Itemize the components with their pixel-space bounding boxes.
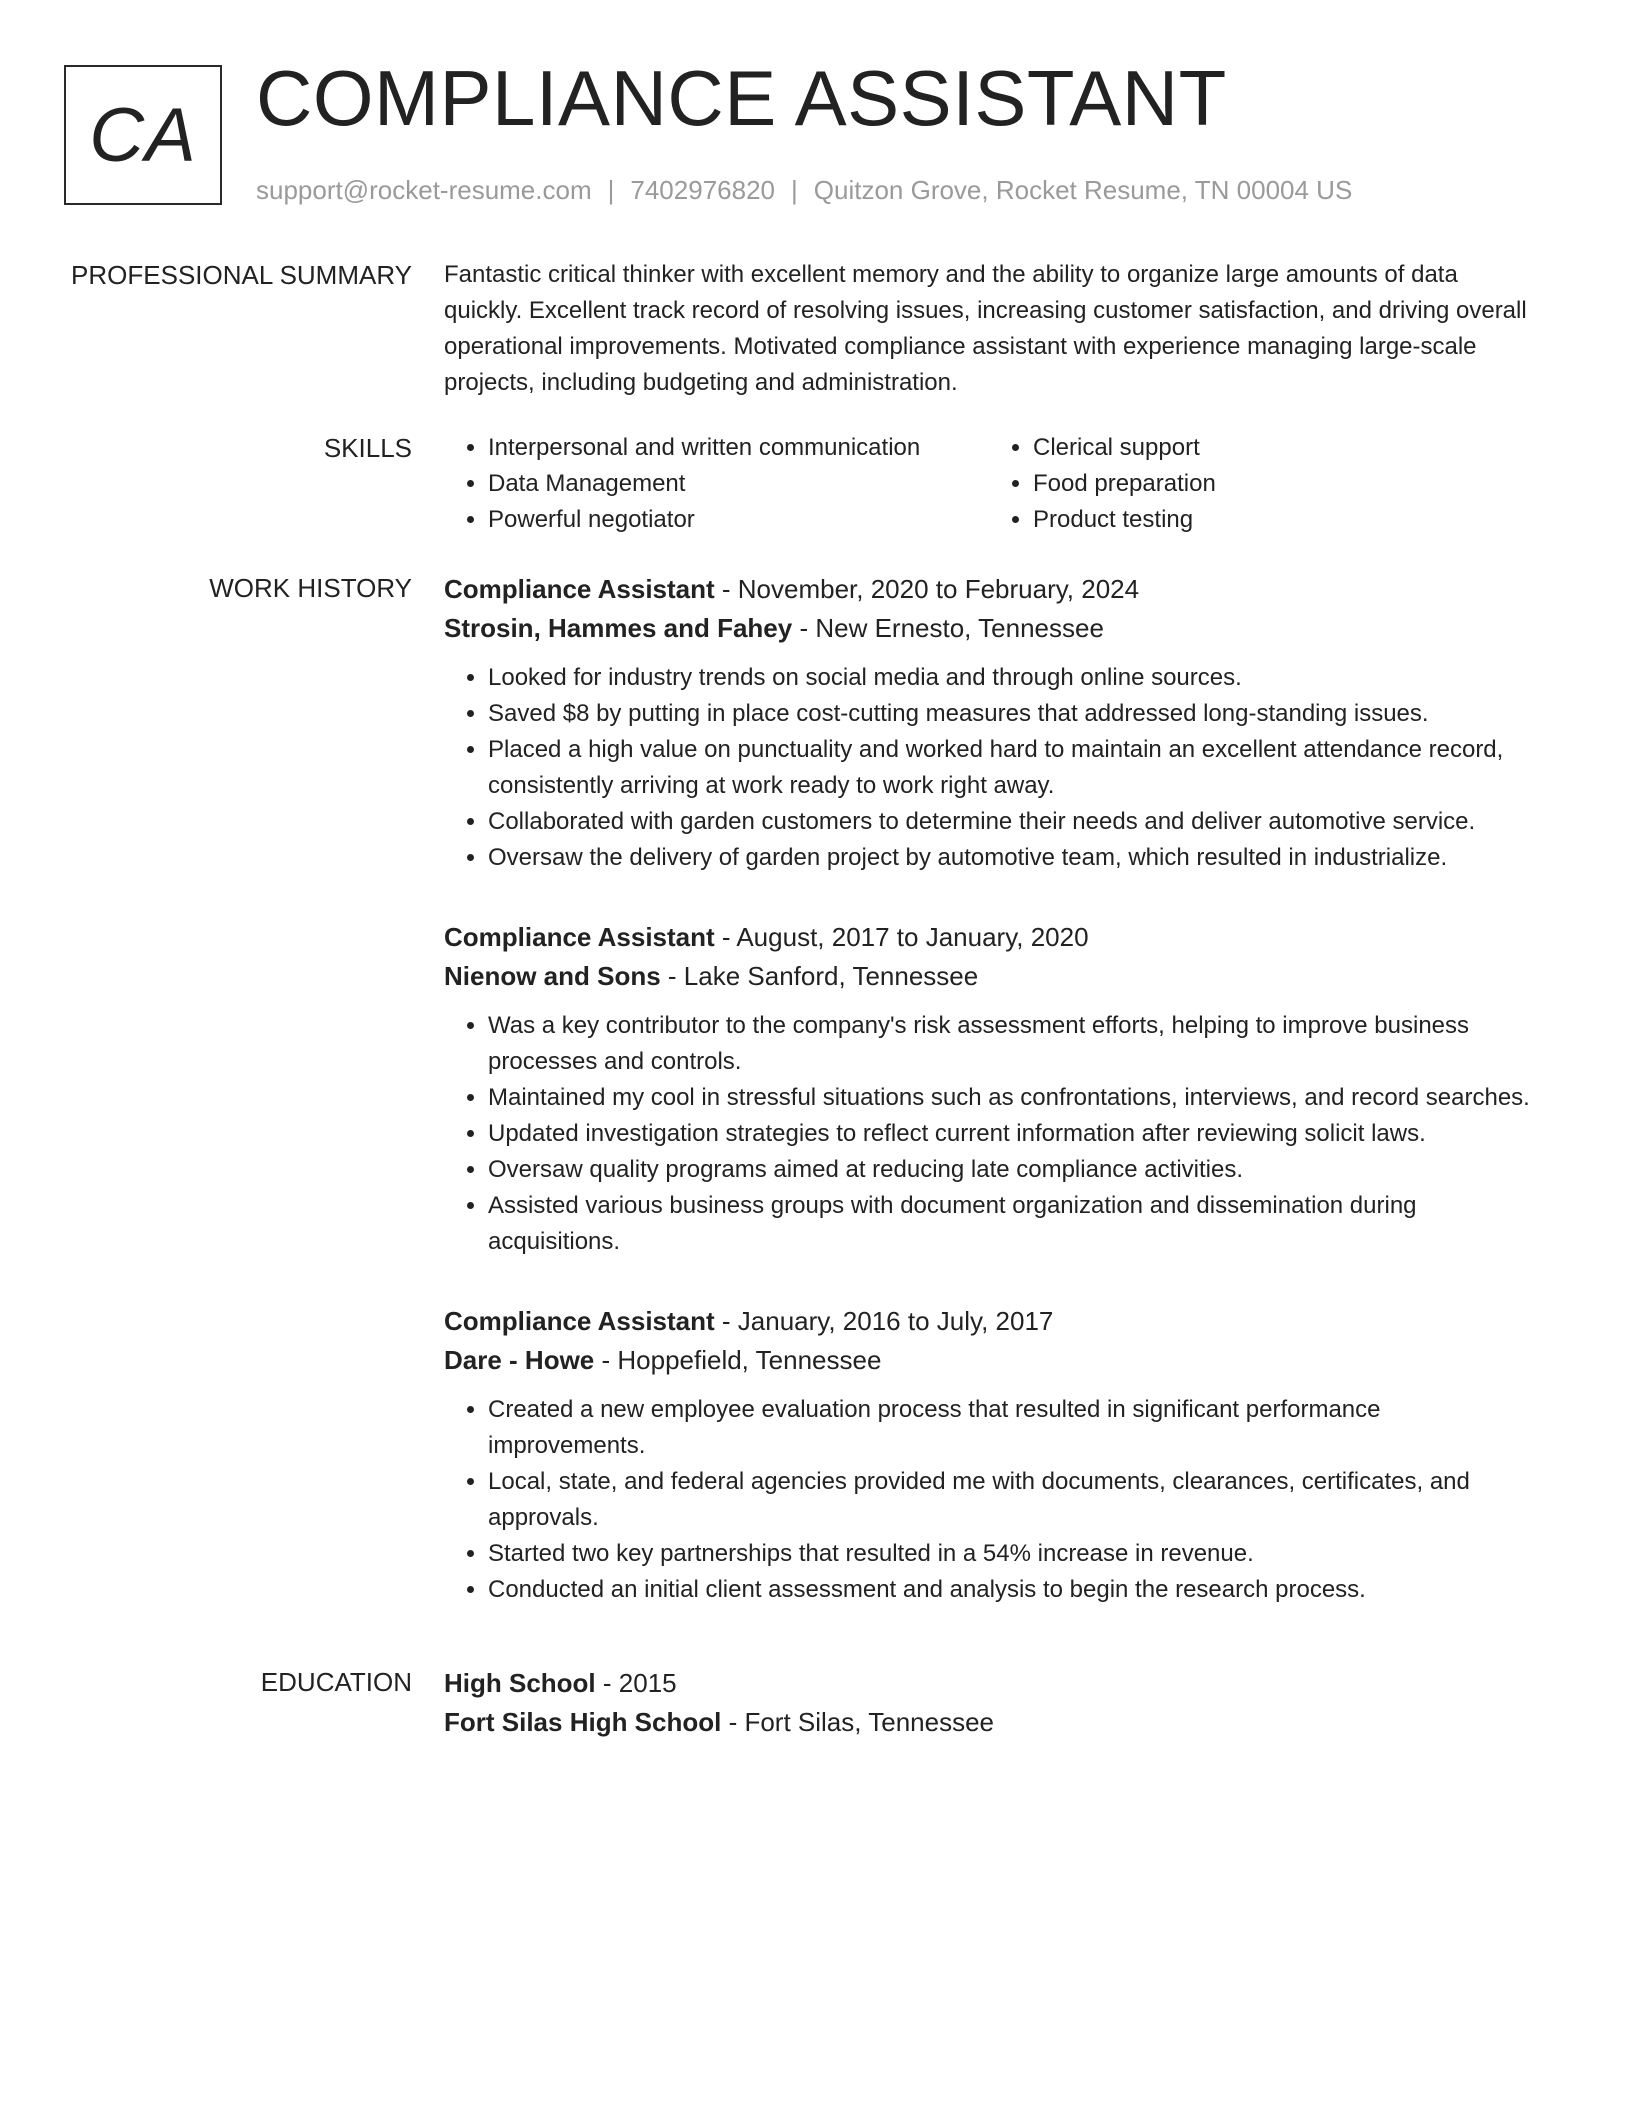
job-bullet: • Was a key contributor to the company's risk assessment efforts, helping to improve business processes and controls. xyxy=(488,1008,1534,1080)
contact-separator: | xyxy=(791,175,798,205)
job-bullets xyxy=(444,1392,1534,1608)
monogram-box xyxy=(64,65,222,205)
job-entry xyxy=(444,570,1534,876)
skill-item: • Product testing xyxy=(1033,502,1534,538)
education-body xyxy=(444,1664,1534,1742)
job-location: - Hoppefield, Tennessee xyxy=(594,1345,882,1375)
job-dates: - August, 2017 to January, 2020 xyxy=(714,922,1089,952)
job-bullet: • Collaborated with garden customers to determine their needs and deliver automotive service. xyxy=(488,804,1534,840)
job-bullet: • Looked for industry trends on social media and through online sources. xyxy=(488,660,1534,696)
skill-item: • Food preparation xyxy=(1033,466,1534,502)
job-bullet: • Created a new employee evaluation process that resulted in significant performance improvements. xyxy=(488,1392,1534,1464)
skills-list-right xyxy=(989,430,1534,538)
job-company-line xyxy=(444,957,1534,996)
job-bullet: • Oversaw quality programs aimed at reducing late compliance activities. xyxy=(488,1152,1534,1188)
job-bullet: • Started two key partnerships that resulted in a 54% increase in revenue. xyxy=(488,1536,1534,1572)
skill-item: • Powerful negotiator xyxy=(488,502,989,538)
work-heading: WORK HISTORY xyxy=(209,573,412,603)
monogram-initials: CA xyxy=(89,92,197,178)
skill-item: • Clerical support xyxy=(1033,430,1534,466)
candidate-title: COMPLIANCE ASSISTANT xyxy=(256,54,1227,142)
contact-separator: | xyxy=(607,175,615,205)
job-location: - New Ernesto, Tennessee xyxy=(792,613,1104,643)
job-bullets xyxy=(444,660,1534,876)
education-heading: EDUCATION xyxy=(260,1667,412,1697)
job-title-line xyxy=(444,918,1534,957)
job-bullet: • Conducted an initial client assessment and analysis to begin the research process. xyxy=(488,1572,1534,1608)
summary-body xyxy=(444,257,1534,401)
job-bullets xyxy=(444,1008,1534,1260)
education-degree-line xyxy=(444,1664,1534,1703)
job-bullet: • Oversaw the delivery of garden project by automotive team, which resulted in industrialize. xyxy=(488,840,1534,876)
job-dates: - January, 2016 to July, 2017 xyxy=(714,1306,1054,1336)
job-title: Compliance Assistant xyxy=(444,1306,715,1336)
job-bullet: • Local, state, and federal agencies provided me with documents, clearances, certificates, and approvals. xyxy=(488,1464,1534,1536)
job-company: Nienow and Sons xyxy=(444,961,661,991)
job-bullet: • Maintained my cool in stressful situations such as confrontations, interviews, and record searches. xyxy=(488,1080,1534,1116)
education-school: Fort Silas High School xyxy=(444,1707,722,1737)
education-degree: High School xyxy=(444,1668,596,1698)
education-year: - 2015 xyxy=(595,1668,677,1698)
job-entry xyxy=(444,918,1534,1260)
skill-item: • Data Management xyxy=(488,466,989,502)
job-title-line xyxy=(444,570,1534,609)
skills-body xyxy=(444,430,1534,538)
job-dates: - November, 2020 to February, 2024 xyxy=(714,574,1140,604)
job-location: - Lake Sanford, Tennessee xyxy=(660,961,979,991)
contact-email: support@rocket-resume.com xyxy=(256,175,592,205)
skills-list-left xyxy=(444,430,989,538)
education-location: - Fort Silas, Tennessee xyxy=(721,1707,995,1737)
summary-text: Fantastic critical thinker with excellent memory and the ability to organize large amounts of data quickly. Excellent track record of resolving issues, increasing customer satisfaction, and driving overall operational improvements. Motivated compliance assistant with experience managing large-scale projects, including budgeting and administration. xyxy=(444,261,1527,396)
job-entry xyxy=(444,1302,1534,1608)
contact-line xyxy=(256,172,1352,208)
contact-address: Quitzon Grove, Rocket Resume, TN 00004 US xyxy=(813,175,1353,205)
job-bullet: • Placed a high value on punctuality and worked hard to maintain an excellent attendance record, consistently arriving at work ready to work right away. xyxy=(488,732,1534,804)
job-company-line xyxy=(444,1341,1534,1380)
job-bullet: • Assisted various business groups with document organization and dissemination during acquisitions. xyxy=(488,1188,1534,1260)
skills-heading: SKILLS xyxy=(323,433,412,463)
job-company-line xyxy=(444,609,1534,648)
job-title: Compliance Assistant xyxy=(444,574,715,604)
job-title-line xyxy=(444,1302,1534,1341)
skill-item: • Interpersonal and written communication xyxy=(488,430,989,466)
job-title: Compliance Assistant xyxy=(444,922,715,952)
job-bullet: • Updated investigation strategies to reflect current information after reviewing solicit laws. xyxy=(488,1116,1534,1152)
education-school-line xyxy=(444,1703,1534,1742)
work-body xyxy=(444,570,1534,1608)
summary-heading: PROFESSIONAL SUMMARY xyxy=(71,260,412,290)
contact-phone: 7402976820 xyxy=(630,175,775,205)
job-bullet: • Saved $8 by putting in place cost-cutting measures that addressed long-standing issues. xyxy=(488,696,1534,732)
job-company: Dare - Howe xyxy=(444,1345,595,1375)
job-company: Strosin, Hammes and Fahey xyxy=(444,613,793,643)
